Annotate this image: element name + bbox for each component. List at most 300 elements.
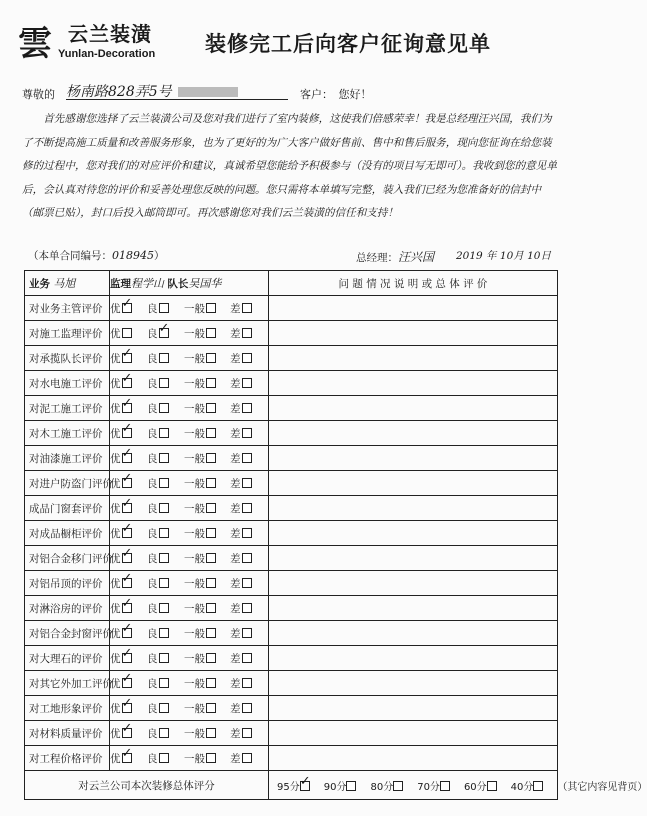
overall-score-row bbox=[25, 771, 558, 800]
rating-checkbox[interactable] bbox=[159, 528, 169, 538]
rating-checkbox[interactable] bbox=[159, 703, 169, 713]
rating-option[interactable] bbox=[184, 476, 230, 491]
rating-option-label: 优 bbox=[110, 752, 121, 765]
rating-option[interactable] bbox=[147, 626, 184, 641]
score-checkbox[interactable] bbox=[487, 781, 497, 791]
rating-option[interactable] bbox=[230, 526, 260, 541]
rating-checkbox[interactable] bbox=[206, 503, 216, 513]
rating-option-label: 一般 bbox=[184, 727, 205, 740]
rating-option-label: 一般 bbox=[184, 427, 205, 440]
table-row bbox=[25, 721, 558, 746]
comment-cell[interactable] bbox=[269, 446, 558, 471]
rating-option[interactable] bbox=[184, 451, 230, 466]
rating-option-label: 一般 bbox=[184, 352, 205, 365]
rating-option[interactable] bbox=[184, 576, 230, 591]
rating-option[interactable] bbox=[230, 401, 260, 416]
rating-option[interactable] bbox=[110, 701, 147, 716]
rating-option-label: 良 bbox=[147, 652, 158, 665]
rating-option-label: 优 bbox=[110, 702, 121, 715]
rating-options bbox=[110, 521, 269, 546]
rating-option[interactable] bbox=[147, 401, 184, 416]
rating-checkbox[interactable] bbox=[242, 628, 252, 638]
rating-checkbox[interactable] bbox=[206, 753, 216, 763]
rating-option-label: 一般 bbox=[184, 477, 205, 490]
rating-options bbox=[110, 346, 269, 371]
rating-checkbox[interactable] bbox=[242, 328, 252, 338]
rating-option[interactable] bbox=[110, 576, 147, 591]
rating-option[interactable] bbox=[184, 351, 230, 366]
comment-cell[interactable] bbox=[269, 421, 558, 446]
rating-option-label: 优 bbox=[110, 477, 121, 490]
rating-option[interactable] bbox=[184, 551, 230, 566]
rating-options bbox=[110, 596, 269, 621]
rating-checkbox[interactable] bbox=[206, 628, 216, 638]
business-cell bbox=[25, 271, 110, 296]
comment-cell[interactable] bbox=[269, 396, 558, 421]
rating-option[interactable] bbox=[230, 451, 260, 466]
rating-checkbox[interactable] bbox=[242, 353, 252, 363]
row-label: 对铝吊顶的评价 bbox=[25, 571, 110, 596]
rating-option-label: 优 bbox=[110, 677, 121, 690]
rating-checkbox[interactable] bbox=[122, 403, 132, 413]
rating-option[interactable] bbox=[230, 351, 260, 366]
comment-cell[interactable] bbox=[269, 721, 558, 746]
table-row bbox=[25, 346, 558, 371]
rating-option[interactable] bbox=[230, 376, 260, 391]
rating-option[interactable] bbox=[184, 751, 230, 766]
rating-checkbox[interactable] bbox=[159, 378, 169, 388]
rating-checkbox[interactable] bbox=[206, 653, 216, 663]
comment-cell[interactable] bbox=[269, 471, 558, 496]
rating-option-label: 良 bbox=[147, 552, 158, 565]
rating-option-label: 一般 bbox=[184, 652, 205, 665]
rating-checkbox[interactable] bbox=[206, 703, 216, 713]
rating-checkbox[interactable] bbox=[206, 603, 216, 613]
rating-checkbox[interactable] bbox=[122, 328, 132, 338]
rating-option[interactable] bbox=[230, 476, 260, 491]
score-option[interactable] bbox=[370, 778, 403, 793]
rating-checkbox[interactable] bbox=[242, 478, 252, 488]
contract-label: （本单合同编号： bbox=[28, 250, 112, 262]
score-checkbox[interactable] bbox=[533, 781, 543, 791]
rating-option[interactable] bbox=[110, 626, 147, 641]
rating-option-label: 良 bbox=[147, 427, 158, 440]
score-option-label: 40分 bbox=[510, 781, 534, 793]
rating-option[interactable] bbox=[147, 676, 184, 691]
rating-option-label: 优 bbox=[110, 602, 121, 615]
rating-checkbox[interactable] bbox=[242, 303, 252, 313]
rating-option[interactable] bbox=[184, 726, 230, 741]
rating-option-label: 一般 bbox=[184, 302, 205, 315]
rating-option[interactable] bbox=[147, 451, 184, 466]
rating-option[interactable] bbox=[184, 326, 230, 341]
rating-option[interactable] bbox=[147, 476, 184, 491]
rating-option-label: 一般 bbox=[184, 602, 205, 615]
rating-option-label: 差 bbox=[230, 352, 241, 365]
rating-checkbox[interactable] bbox=[159, 503, 169, 513]
rating-checkbox[interactable] bbox=[159, 478, 169, 488]
comment-cell[interactable] bbox=[269, 521, 558, 546]
rating-checkbox[interactable] bbox=[206, 728, 216, 738]
rating-options bbox=[110, 496, 269, 521]
table-row bbox=[25, 296, 558, 321]
rating-checkbox[interactable] bbox=[159, 553, 169, 563]
rating-checkbox[interactable] bbox=[242, 753, 252, 763]
rating-option-label: 差 bbox=[230, 377, 241, 390]
company-logo bbox=[18, 14, 178, 68]
comment-cell[interactable] bbox=[269, 696, 558, 721]
rating-option[interactable] bbox=[110, 501, 147, 516]
table-row bbox=[25, 596, 558, 621]
rating-option[interactable] bbox=[230, 676, 260, 691]
rating-option[interactable] bbox=[184, 626, 230, 641]
rating-checkbox[interactable] bbox=[159, 603, 169, 613]
row-label: 对水电施工评价 bbox=[25, 371, 110, 396]
rating-checkbox[interactable] bbox=[242, 703, 252, 713]
rating-option-label: 一般 bbox=[184, 402, 205, 415]
overall-score-label: 对云兰公司本次装修总体评分 bbox=[25, 771, 269, 800]
rating-option-label: 良 bbox=[147, 577, 158, 590]
rating-option[interactable] bbox=[147, 726, 184, 741]
row-label: 对铝合金封窗评价 bbox=[25, 621, 110, 646]
comment-cell[interactable] bbox=[269, 621, 558, 646]
row-label: 对其它外加工评价 bbox=[25, 671, 110, 696]
rating-checkbox[interactable] bbox=[206, 403, 216, 413]
rating-option[interactable] bbox=[184, 301, 230, 316]
rating-option[interactable] bbox=[147, 301, 184, 316]
rating-option-label: 一般 bbox=[184, 552, 205, 565]
rating-option[interactable] bbox=[110, 601, 147, 616]
row-label: 对成品橱柜评价 bbox=[25, 521, 110, 546]
customer-address-field[interactable] bbox=[66, 81, 288, 100]
rating-option[interactable] bbox=[110, 726, 147, 741]
row-label: 对进户防盗门评价 bbox=[25, 471, 110, 496]
rating-option[interactable] bbox=[184, 376, 230, 391]
form-date: 2019 年 10月 10日 bbox=[456, 250, 551, 262]
rating-option[interactable] bbox=[110, 751, 147, 766]
rating-option-label: 优 bbox=[110, 627, 121, 640]
rating-checkbox[interactable] bbox=[206, 478, 216, 488]
rating-option[interactable] bbox=[230, 426, 260, 441]
rating-option-label: 良 bbox=[147, 327, 158, 340]
row-label: 对淋浴房的评价 bbox=[25, 596, 110, 621]
rating-checkbox[interactable] bbox=[159, 678, 169, 688]
table-row bbox=[25, 321, 558, 346]
redaction-mark bbox=[178, 87, 238, 97]
rating-option-label: 优 bbox=[110, 527, 121, 540]
rating-checkbox[interactable] bbox=[242, 653, 252, 663]
rating-checkbox[interactable] bbox=[206, 678, 216, 688]
rating-option-label: 优 bbox=[110, 502, 121, 515]
contract-number: 018945 bbox=[112, 249, 154, 262]
rating-checkbox[interactable] bbox=[242, 678, 252, 688]
manager-signature: 汪兴国 bbox=[398, 250, 435, 264]
score-option[interactable] bbox=[277, 778, 310, 793]
rating-option[interactable] bbox=[230, 326, 260, 341]
rating-option-label: 良 bbox=[147, 502, 158, 515]
rating-option[interactable] bbox=[147, 576, 184, 591]
rating-option[interactable] bbox=[230, 651, 260, 666]
rating-checkbox[interactable] bbox=[122, 578, 132, 588]
rating-option[interactable] bbox=[110, 476, 147, 491]
rating-option-label: 良 bbox=[147, 727, 158, 740]
rating-checkbox[interactable] bbox=[122, 528, 132, 538]
rating-checkbox[interactable] bbox=[159, 578, 169, 588]
rating-option-label: 良 bbox=[147, 377, 158, 390]
rating-checkbox[interactable] bbox=[122, 353, 132, 363]
row-label: 对业务主管评价 bbox=[25, 296, 110, 321]
rating-checkbox[interactable] bbox=[122, 453, 132, 463]
rating-option[interactable] bbox=[230, 726, 260, 741]
rating-option-label: 良 bbox=[147, 677, 158, 690]
rating-option[interactable] bbox=[230, 626, 260, 641]
comment-cell[interactable] bbox=[269, 296, 558, 321]
logo-english-name: Yunlan-Decoration bbox=[58, 48, 156, 60]
logo-chinese-name: 云兰装潢 bbox=[68, 22, 152, 46]
rating-option-label: 一般 bbox=[184, 377, 205, 390]
rating-checkbox[interactable] bbox=[242, 503, 252, 513]
comment-cell[interactable] bbox=[269, 496, 558, 521]
rating-option-label: 一般 bbox=[184, 527, 205, 540]
rating-checkbox[interactable] bbox=[159, 353, 169, 363]
rating-option[interactable] bbox=[230, 751, 260, 766]
rating-option[interactable] bbox=[147, 351, 184, 366]
rating-checkbox[interactable] bbox=[159, 303, 169, 313]
rating-checkbox[interactable] bbox=[122, 678, 132, 688]
customer-address: 杨南路828弄5号 bbox=[66, 84, 172, 100]
rating-option-label: 良 bbox=[147, 302, 158, 315]
rating-option[interactable] bbox=[230, 576, 260, 591]
rating-option[interactable] bbox=[147, 376, 184, 391]
rating-option[interactable] bbox=[147, 651, 184, 666]
rating-checkbox[interactable] bbox=[122, 603, 132, 613]
score-option[interactable] bbox=[464, 778, 497, 793]
table-row bbox=[25, 696, 558, 721]
rating-option-label: 一般 bbox=[184, 502, 205, 515]
rating-checkbox[interactable] bbox=[206, 353, 216, 363]
rating-checkbox[interactable] bbox=[159, 403, 169, 413]
row-label: 对施工监理评价 bbox=[25, 321, 110, 346]
rating-option[interactable] bbox=[110, 351, 147, 366]
manager-label: 总经理： bbox=[356, 252, 398, 264]
rating-option-label: 良 bbox=[147, 402, 158, 415]
rating-checkbox[interactable] bbox=[242, 728, 252, 738]
rating-option[interactable] bbox=[184, 676, 230, 691]
rating-option-label: 差 bbox=[230, 477, 241, 490]
rating-checkbox[interactable] bbox=[159, 753, 169, 763]
rating-checkbox[interactable] bbox=[206, 328, 216, 338]
table-row bbox=[25, 571, 558, 596]
rating-checkbox[interactable] bbox=[242, 378, 252, 388]
rating-option-label: 差 bbox=[230, 702, 241, 715]
comment-cell[interactable] bbox=[269, 346, 558, 371]
rating-option-label: 差 bbox=[230, 677, 241, 690]
score-option[interactable] bbox=[324, 778, 357, 793]
rating-option[interactable] bbox=[110, 401, 147, 416]
rating-options bbox=[110, 646, 269, 671]
rating-checkbox[interactable] bbox=[242, 453, 252, 463]
row-label: 对工地形象评价 bbox=[25, 696, 110, 721]
business-person: 马旭 bbox=[53, 277, 76, 290]
score-checkbox[interactable] bbox=[440, 781, 450, 791]
rating-option[interactable] bbox=[110, 301, 147, 316]
rating-option-label: 良 bbox=[147, 352, 158, 365]
rating-option[interactable] bbox=[230, 301, 260, 316]
rating-checkbox[interactable] bbox=[242, 528, 252, 538]
contract-close: ） bbox=[154, 250, 165, 262]
table-row bbox=[25, 396, 558, 421]
rating-checkbox[interactable] bbox=[159, 628, 169, 638]
rating-option[interactable] bbox=[110, 651, 147, 666]
rating-checkbox[interactable] bbox=[206, 303, 216, 313]
rating-checkbox[interactable] bbox=[122, 428, 132, 438]
rating-option[interactable] bbox=[147, 551, 184, 566]
comment-cell[interactable] bbox=[269, 746, 558, 771]
rating-option[interactable] bbox=[230, 701, 260, 716]
rating-option-label: 一般 bbox=[184, 452, 205, 465]
rating-option[interactable] bbox=[110, 551, 147, 566]
rating-checkbox[interactable] bbox=[206, 428, 216, 438]
rating-option[interactable] bbox=[110, 526, 147, 541]
rating-option[interactable] bbox=[147, 326, 184, 341]
table-row bbox=[25, 446, 558, 471]
rating-checkbox[interactable] bbox=[242, 603, 252, 613]
overall-note: （其它内容见背页） bbox=[557, 781, 647, 793]
rating-checkbox[interactable] bbox=[242, 553, 252, 563]
comment-cell[interactable] bbox=[269, 646, 558, 671]
rating-option[interactable] bbox=[230, 601, 260, 616]
rating-option[interactable] bbox=[147, 751, 184, 766]
rating-option[interactable] bbox=[147, 526, 184, 541]
rating-options bbox=[110, 371, 269, 396]
rating-option-label: 优 bbox=[110, 577, 121, 590]
comment-cell[interactable] bbox=[269, 571, 558, 596]
rating-option-label: 一般 bbox=[184, 752, 205, 765]
comment-cell[interactable] bbox=[269, 671, 558, 696]
score-checkbox[interactable] bbox=[300, 781, 310, 791]
score-checkbox[interactable] bbox=[393, 781, 403, 791]
rating-option[interactable] bbox=[110, 326, 147, 341]
rating-checkbox[interactable] bbox=[122, 728, 132, 738]
rating-option[interactable] bbox=[147, 701, 184, 716]
rating-option-label: 良 bbox=[147, 477, 158, 490]
rating-checkbox[interactable] bbox=[206, 453, 216, 463]
rating-option[interactable] bbox=[110, 426, 147, 441]
rating-checkbox[interactable] bbox=[242, 403, 252, 413]
logo-mark: 雲 bbox=[18, 24, 52, 64]
supervisor-person: 程学山 bbox=[131, 277, 164, 290]
rating-option-label: 良 bbox=[147, 627, 158, 640]
rating-options bbox=[110, 321, 269, 346]
rating-checkbox[interactable] bbox=[122, 303, 132, 313]
score-option[interactable] bbox=[511, 778, 544, 793]
rating-option-label: 差 bbox=[230, 627, 241, 640]
rating-option[interactable] bbox=[110, 451, 147, 466]
rating-checkbox[interactable] bbox=[206, 528, 216, 538]
comment-cell[interactable] bbox=[269, 321, 558, 346]
comment-cell[interactable] bbox=[269, 371, 558, 396]
rating-option[interactable] bbox=[184, 601, 230, 616]
rating-option[interactable] bbox=[110, 376, 147, 391]
rating-option-label: 差 bbox=[230, 652, 241, 665]
rating-checkbox[interactable] bbox=[122, 628, 132, 638]
rating-option-label: 一般 bbox=[184, 577, 205, 590]
rating-checkbox[interactable] bbox=[122, 478, 132, 488]
rating-option-label: 差 bbox=[230, 527, 241, 540]
rating-option-label: 优 bbox=[110, 427, 121, 440]
comment-cell[interactable] bbox=[269, 546, 558, 571]
rating-checkbox[interactable] bbox=[122, 553, 132, 563]
table-row bbox=[25, 496, 558, 521]
score-option-label: 90分 bbox=[323, 781, 347, 793]
evaluation-table bbox=[24, 270, 647, 800]
rating-checkbox[interactable] bbox=[206, 553, 216, 563]
rating-checkbox[interactable] bbox=[159, 328, 169, 338]
rating-checkbox[interactable] bbox=[122, 753, 132, 763]
rating-checkbox[interactable] bbox=[122, 653, 132, 663]
rating-option-label: 优 bbox=[110, 452, 121, 465]
salutation-respected: 尊敬的 bbox=[22, 88, 55, 101]
rating-option-label: 优 bbox=[110, 402, 121, 415]
rating-checkbox[interactable] bbox=[122, 703, 132, 713]
rating-options bbox=[110, 721, 269, 746]
rating-option[interactable] bbox=[184, 426, 230, 441]
score-option-label: 95分 bbox=[277, 781, 300, 793]
rating-option[interactable] bbox=[230, 551, 260, 566]
table-row bbox=[25, 646, 558, 671]
rating-checkbox[interactable] bbox=[242, 578, 252, 588]
rating-option-label: 一般 bbox=[184, 327, 205, 340]
rating-option-label: 一般 bbox=[184, 627, 205, 640]
rating-option-label: 差 bbox=[230, 502, 241, 515]
rating-option[interactable] bbox=[184, 701, 230, 716]
rating-option-label: 优 bbox=[110, 352, 121, 365]
rating-option-label: 优 bbox=[110, 377, 121, 390]
manager-line bbox=[356, 248, 434, 265]
rating-option[interactable] bbox=[184, 401, 230, 416]
row-label: 对铝合金移门评价 bbox=[25, 546, 110, 571]
rating-option[interactable] bbox=[184, 501, 230, 516]
rating-option[interactable] bbox=[230, 501, 260, 516]
rating-option[interactable] bbox=[184, 526, 230, 541]
rating-option-label: 差 bbox=[230, 427, 241, 440]
rating-checkbox[interactable] bbox=[159, 728, 169, 738]
row-label: 对油漆施工评价 bbox=[25, 446, 110, 471]
rating-checkbox[interactable] bbox=[122, 503, 132, 513]
rating-checkbox[interactable] bbox=[159, 453, 169, 463]
rating-checkbox[interactable] bbox=[206, 378, 216, 388]
salutation-customer: 客户： 您好！ bbox=[300, 88, 372, 101]
comment-cell[interactable] bbox=[269, 596, 558, 621]
rating-checkbox[interactable] bbox=[159, 653, 169, 663]
rating-checkbox[interactable] bbox=[122, 378, 132, 388]
row-label: 对木工施工评价 bbox=[25, 421, 110, 446]
rating-option[interactable] bbox=[184, 651, 230, 666]
rating-checkbox[interactable] bbox=[159, 428, 169, 438]
rating-option-label: 差 bbox=[230, 752, 241, 765]
rating-option[interactable] bbox=[147, 501, 184, 516]
row-label: 对承揽队长评价 bbox=[25, 346, 110, 371]
score-checkbox[interactable] bbox=[346, 781, 356, 791]
team-lead-person: 吴国华 bbox=[188, 277, 222, 290]
rating-option[interactable] bbox=[147, 426, 184, 441]
rating-checkbox[interactable] bbox=[242, 428, 252, 438]
rating-option[interactable] bbox=[110, 676, 147, 691]
rating-option[interactable] bbox=[147, 601, 184, 616]
score-option[interactable] bbox=[417, 778, 450, 793]
rating-checkbox[interactable] bbox=[206, 578, 216, 588]
score-option-label: 80分 bbox=[370, 781, 394, 793]
